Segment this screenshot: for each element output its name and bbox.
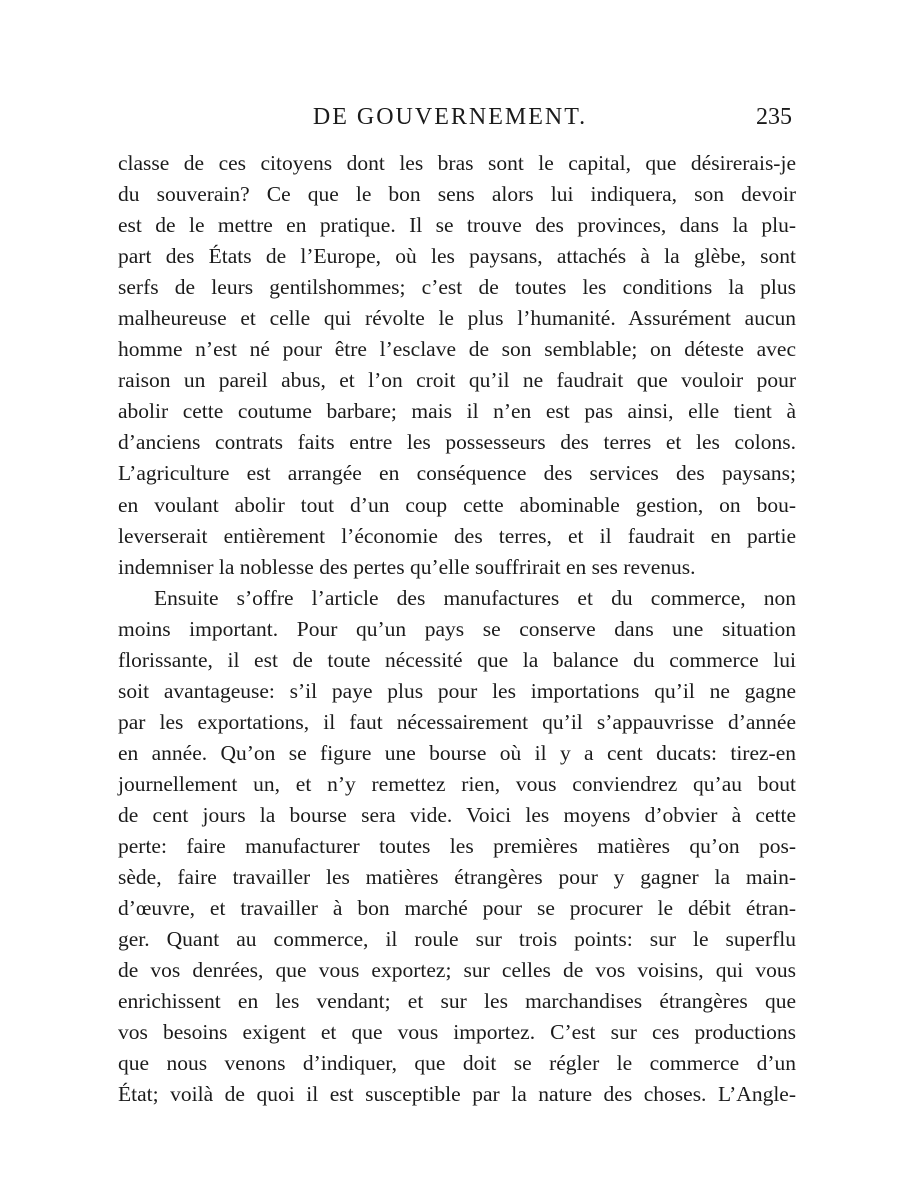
text-line: sède, faire travailler les matières étrangères pour y gagner la main- — [118, 865, 796, 890]
text-line: indemniser la noblesse des pertes qu’elle souffrirait en ses revenus. — [118, 554, 696, 579]
text-line: leverserait entièrement l’économie des terres, et il faudrait en partie — [118, 523, 796, 548]
text-line: de vos denrées, que vous exportez; sur celles de vos voisins, qui vous — [118, 958, 796, 983]
text-line: abolir cette coutume barbare; mais il n’en est pas ainsi, elle tient à — [118, 399, 796, 424]
text-line: en année. Qu’on se figure une bourse où il y a cent ducats: tirez-en — [118, 740, 796, 765]
text-line: vos besoins exigent et que vous importez. C’est sur ces productions — [118, 1020, 796, 1045]
page-number: 235 — [756, 104, 792, 130]
text-line: du souverain? Ce que le bon sens alors lui indiquera, son devoir — [118, 182, 796, 207]
text-line: soit avantageuse: s’il paye plus pour les importations qu’il ne gagne — [118, 678, 796, 703]
text-line: que nous venons d’indiquer, que doit se régler le commerce d’un — [118, 1051, 796, 1076]
text-line: journellement un, et n’y remettez rien, vous conviendrez qu’au bout — [118, 771, 796, 796]
text-line: ger. Quant au commerce, il roule sur trois points: sur le superflu — [118, 927, 796, 952]
body-text — [118, 148, 796, 1110]
text-line: raison un pareil abus, et l’on croit qu’il ne faudrait que vouloir pour — [118, 368, 796, 393]
text-line: de cent jours la bourse sera vide. Voici les moyens d’obvier à cette — [118, 802, 796, 827]
running-title: DE GOUVERNEMENT. — [312, 104, 588, 130]
text-line: en voulant abolir tout d’un coup cette abominable gestion, on bou- — [118, 492, 796, 517]
text-line: est de le mettre en pratique. Il se trouve des provinces, dans la plu- — [118, 213, 796, 238]
text-line: d’anciens contrats faits entre les possesseurs des terres et les colons. — [118, 430, 796, 455]
text-line: homme n’est né pour être l’esclave de son semblable; on déteste avec — [118, 337, 796, 362]
text-line: florissante, il est de toute nécessité que la balance du commerce lui — [118, 647, 796, 672]
text-line: par les exportations, il faut nécessairement qu’il s’appauvrisse d’année — [118, 709, 796, 734]
running-head — [0, 104, 900, 138]
text-line: L’agriculture est arrangée en conséquence des services des paysans; — [118, 461, 796, 486]
text-line: perte: faire manufacturer toutes les premières matières qu’on pos- — [118, 834, 796, 859]
text-line: classe de ces citoyens dont les bras sont le capital, que désirerais-je — [118, 151, 796, 175]
text-line: Ensuite s’offre l’article des manufactures et du commerce, non — [154, 585, 796, 610]
text-line: moins important. Pour qu’un pays se conserve dans une situation — [118, 616, 796, 641]
text-line: État; voilà de quoi il est susceptible par la nature des choses. L’Angle- — [118, 1082, 796, 1107]
text-line: d’œuvre, et travailler à bon marché pour se procurer le débit étran- — [118, 896, 796, 921]
paragraph — [118, 148, 796, 583]
text-line: part des États de l’Europe, où les paysans, attachés à la glèbe, sont — [118, 244, 796, 269]
text-line: enrichissent en les vendant; et sur les marchandises étrangères que — [118, 989, 796, 1014]
text-line: malheureuse et celle qui révolte le plus l’humanité. Assurément aucun — [118, 306, 796, 331]
paragraph — [118, 583, 796, 1111]
text-line: serfs de leurs gentilshommes; c’est de toutes les conditions la plus — [118, 275, 796, 300]
